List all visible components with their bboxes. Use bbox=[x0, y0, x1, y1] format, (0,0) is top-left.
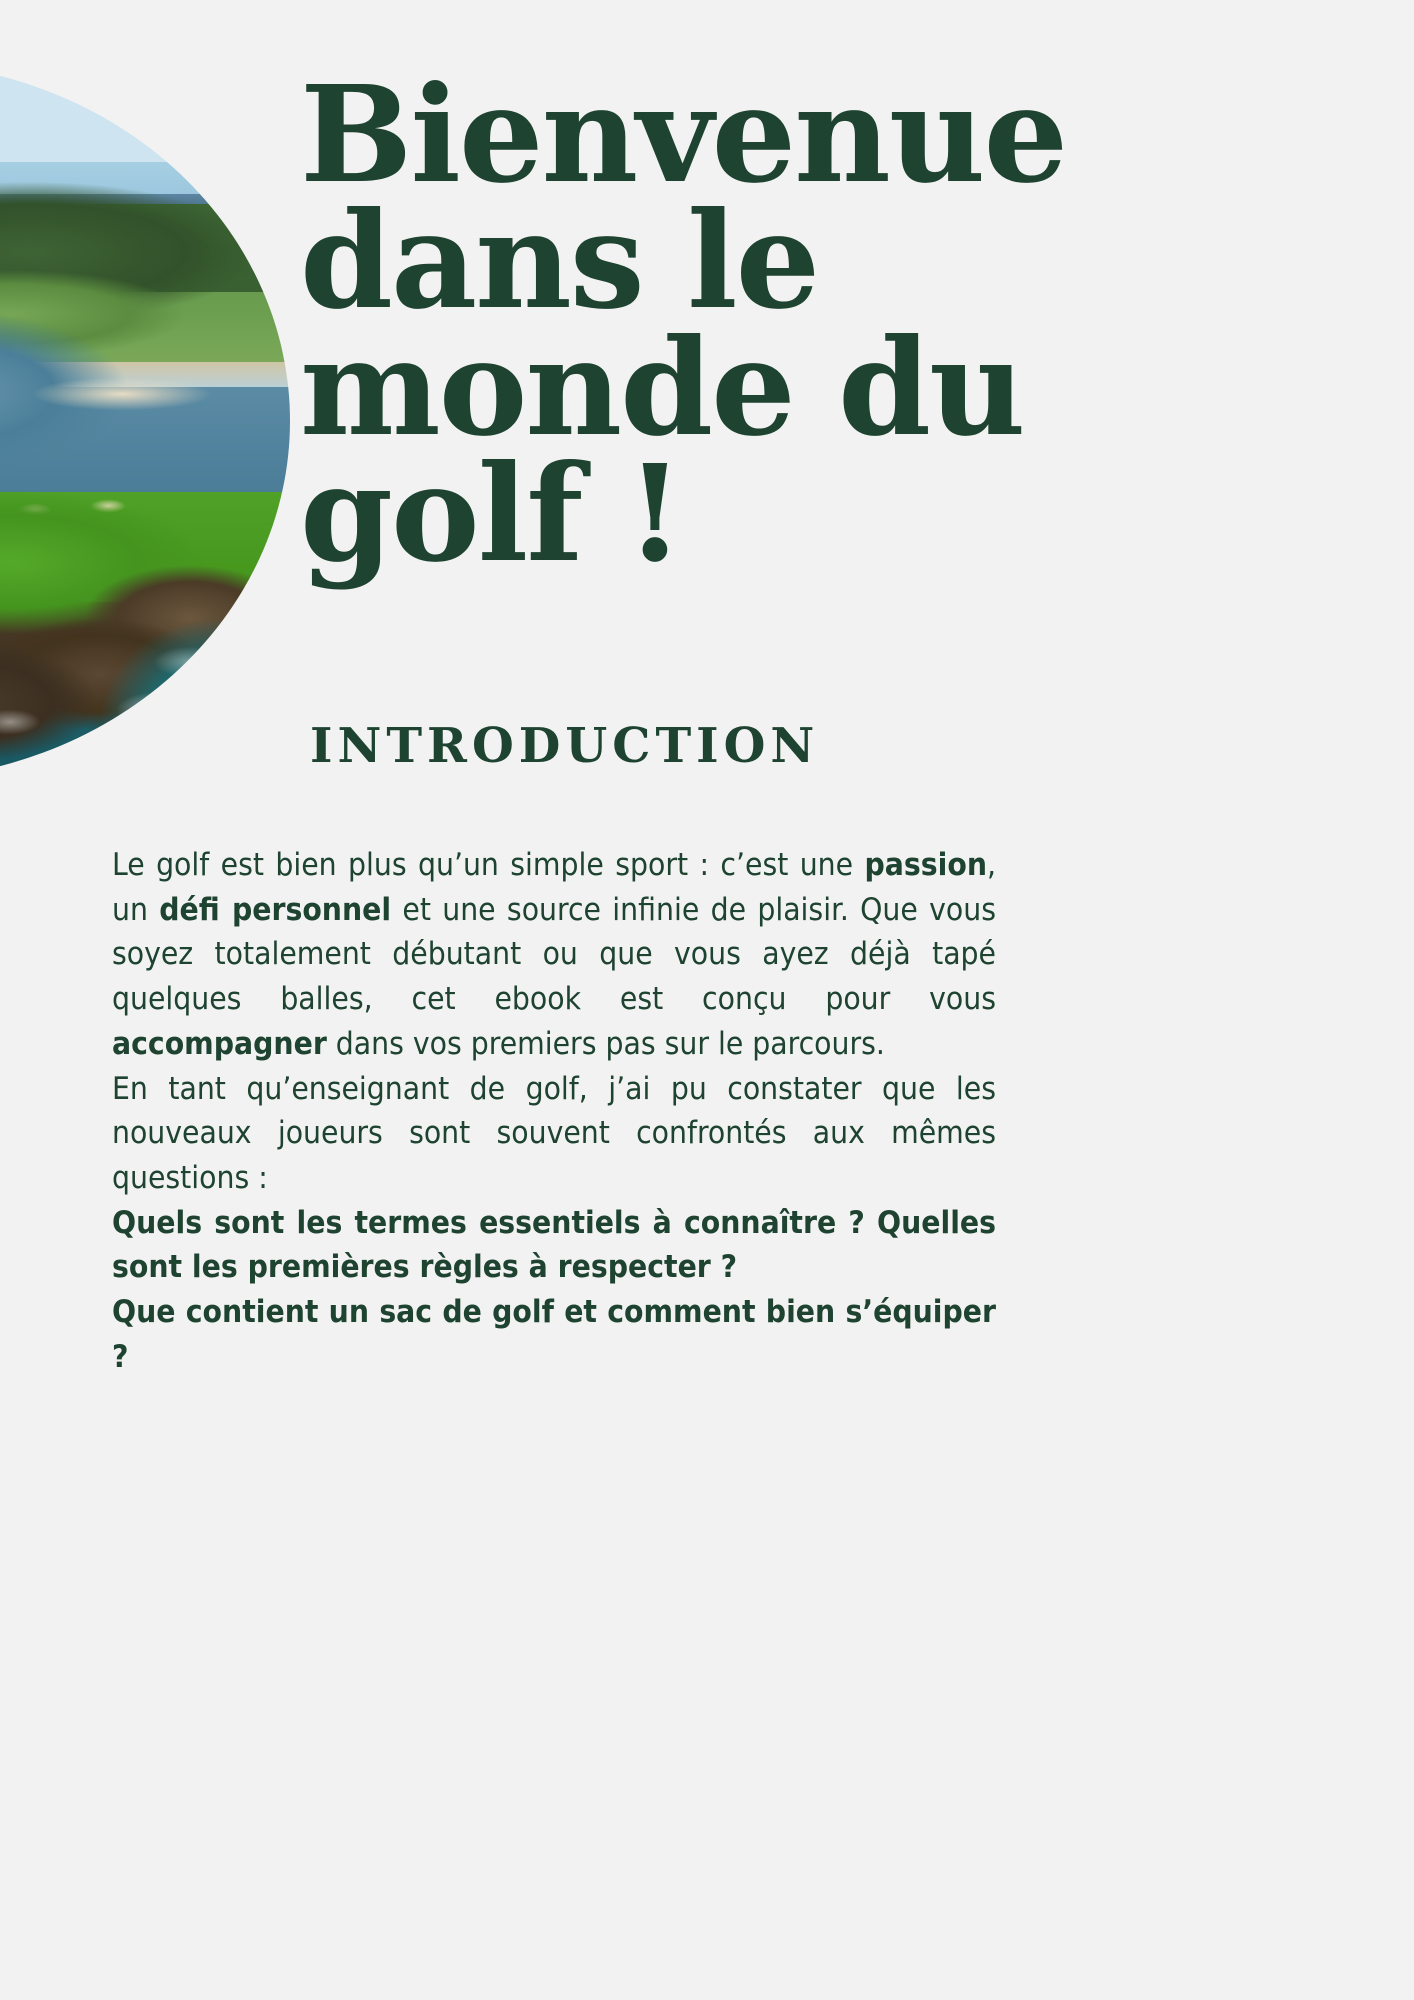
p1-segment-3: et une source infinie de plaisir. Que vous soyez totalement débutant ou que vous ayez déjà tapé quelques balles, cet ebook est conçu pour vous bbox=[112, 891, 996, 1018]
paragraph-2: En tant qu’enseignant de golf, j’ai pu constater que les nouveaux joueurs sont souvent confrontés aux mêmes questions : bbox=[112, 1070, 996, 1197]
page-title: Bienvenue dans le monde du golf ! bbox=[300, 57, 1067, 593]
p1-bold-passion: passion bbox=[864, 847, 987, 883]
p1-bold-defi-personnel: défi personnel bbox=[159, 891, 392, 928]
hero-image bbox=[0, 62, 290, 780]
p1-bold-accompagner: accompagner bbox=[112, 1025, 327, 1062]
p1-segment-1: Le golf est bien plus qu’un simple sport : c’est une bbox=[112, 847, 865, 883]
p1-segment-2: , un bbox=[112, 847, 996, 928]
question-block-1: Quels sont les termes essentiels à connaître ? Quelles sont les premières règles à respecter ? bbox=[112, 1204, 996, 1286]
p1-segment-4: dans vos premiers pas sur le parcours. bbox=[326, 1025, 885, 1062]
section-title-introduction: INTRODUCTION bbox=[310, 718, 820, 774]
paragraph-1 bbox=[112, 843, 996, 1067]
introduction-body bbox=[112, 843, 996, 1380]
question-block-2: Que contient un sac de golf et comment bien s’équiper ? bbox=[112, 1294, 996, 1375]
